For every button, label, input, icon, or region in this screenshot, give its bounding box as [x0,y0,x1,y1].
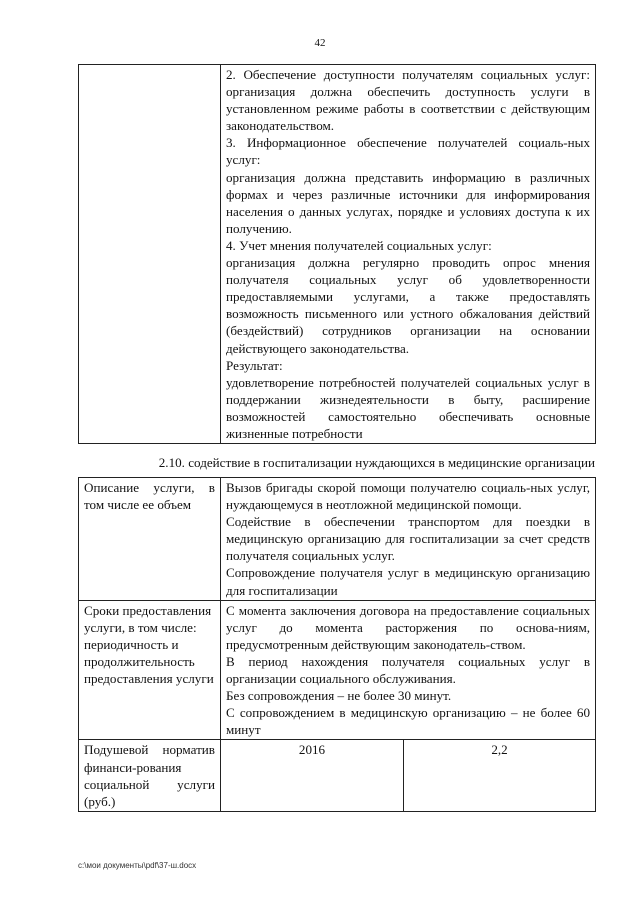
year-cell: 2016 [221,740,404,811]
paragraph: Сопровождение получателя услуг в медицинскую организацию для госпитализации [226,565,590,598]
section-heading: 2.10. содействие в госпитализации нуждающихся в медицинские организации [158,455,595,470]
service-table [78,477,596,812]
paragraph: Без сопровождения – не более 30 минут. [226,688,452,704]
paragraph: организация должна регулярно проводить опрос мнения получателя социальных услуг об удовлетворенности предоставляемыми услугами, а также предоставлять возможность письменного или устного обжалования действий (бездействий) сотрудников организации на основании действующего законодательства. [226,255,590,356]
top-table [78,64,596,444]
paragraph: Содействие в обеспечении транспортом для поездки в медицинскую организацию для госпитализации за счет средств получателя социальных услуг. [226,514,590,564]
paragraph: удовлетворение потребностей получателей социальных услуг в поддержании жизнедеятельности в быту, расширение возможностей самостоятельно обеспечивать основные жизненные потребности [226,374,590,441]
paragraph: С сопровождением в медицинскую организацию – не более 60 минут [226,705,590,738]
empty-label-cell [79,65,221,444]
paragraph: Результат: [226,357,283,373]
paragraph: организация должна представить информацию в различных формах и через различные источники для информирования населения о данных услугах, порядке и условиях доступа к их получению. [226,169,590,236]
row-label: Сроки предоставления услуги, в том числе: периодичность и продолжительность предоставления услуги [79,600,221,740]
content-cell [221,478,596,601]
paragraph: С момента заключения договора на предоставление социальных услуг до момента расторжения по основа-ниям, предусмотренным действующим законодатель-ством. [226,602,590,652]
paragraph: В период нахождения получателя социальных услуг в организации социального обслуживания. [226,653,590,687]
paragraph: 4. Учет мнения получателей социальных услуг: [226,237,492,253]
footer-file-path: c:\мои документы\pdf\37-ш.docx [78,861,197,870]
table-row [79,600,596,740]
row-label: Подушевой норматив финанси-рования социальной услуги (руб.) [79,740,221,811]
content-cell [221,65,596,444]
content-cell [221,600,596,740]
paragraph: 2. Обеспечение доступности получателям социальных услуг: организация должна обеспечить доступность услуги в установленном режиме работы в соответствии с действующим законодательством. [226,67,590,134]
row-label: Описание услуги, в том числе ее объем [79,478,221,601]
table-row [79,478,596,601]
value-cell: 2,2 [404,740,596,811]
paragraph: 3. Информационное обеспечение получателей социаль-ных услуг: [226,135,590,168]
table-row [79,65,596,444]
paragraph: Вызов бригады скорой помощи получателю социаль-ных услуг, нуждающемуся в неотложной медицинской помощи. [226,480,590,513]
page-number: 42 [314,37,326,49]
table-row [79,740,596,811]
